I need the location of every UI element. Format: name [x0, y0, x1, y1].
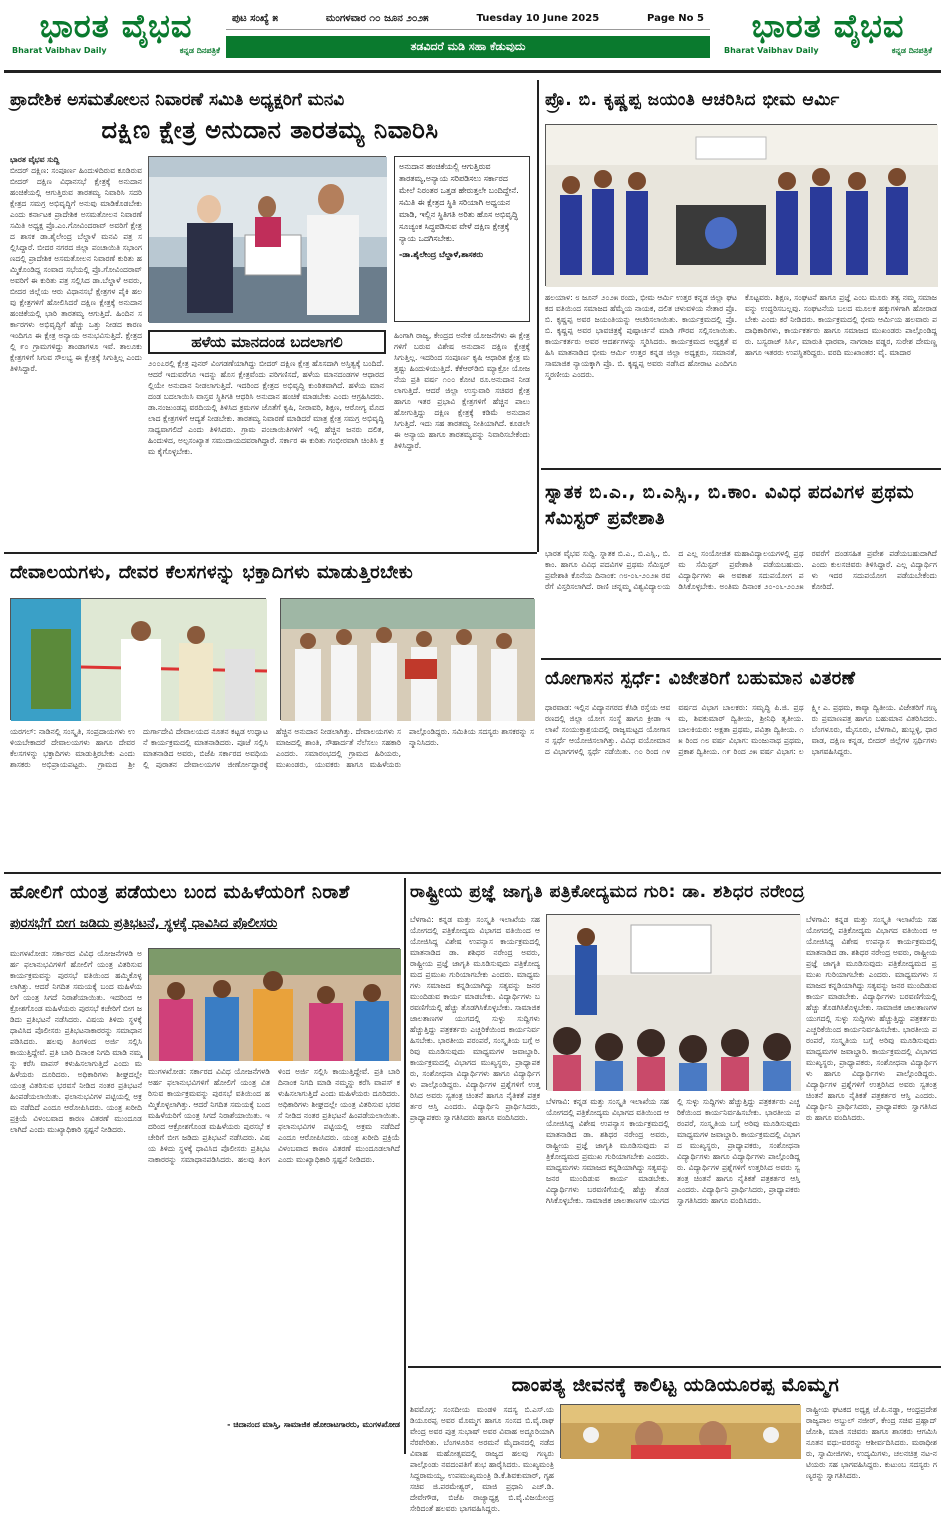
story7-col2-text: ಬೆಳಗಾವಿ: ಕನ್ನಡ ಮತ್ತು ಸಂಸ್ಕೃತಿ ಇಲಾಖೆಯ ಸಹಯೋಗದಲ್ಲಿ ಪತ್ರಿಕೋದ್ಯಮ ವಿಭಾಗದ ವತಿಯಿಂದ ಆಯೋಜಿಸಿದ್ದ ವಿಶೇಷ ಉಪನ್ಯಾಸ ಕಾರ್ಯಕ್ರಮದಲ್ಲಿ ಮಾತನಾಡಿದ ಡಾ. ಶಶಿಧರ ನರೇಂದ್ರ ಅವರು, ರಾಷ್ಟ್ರೀಯ ಪ್ರಜ್ಞೆ ಜಾಗೃತಿ ಮೂಡಿಸುವುದು ಪತ್ರಿಕೋದ್ಯಮದ ಪ್ರಮುಖ ಗುರಿಯಾಗಬೇಕು ಎಂದರು. ಮಾಧ್ಯಮಗಳು ಸಮಾಜದ ಕನ್ನಡಿಯಾಗಿದ್ದು ಸತ್ಯವನ್ನು ಜನರ ಮುಂದಿಡುವ ಕಾರ್ಯ ಮಾಡಬೇಕು. ವಿದ್ಯಾರ್ಥಿಗಳು ಬರವಣಿಗೆಯಲ್ಲಿ ಹೆಚ್ಚು ತೊಡಗಿಸಿಕೊಳ್ಳಬೇಕು. ಸಾಮಾಜಿಕ ಜಾಲತಾಣಗಳ ಯುಗದಲ್ಲಿ ಸುಳ್ಳು ಸುದ್ದಿಗಳು ಹೆಚ್ಚುತ್ತಿದ್ದು ಪತ್ರಕರ್ತರು ಎಚ್ಚರಿಕೆಯಿಂದ ಕಾರ್ಯನಿರ್ವಹಿಸಬೇಕು. ಭಾರತೀಯ ಪರಂಪರೆ, ಸಂಸ್ಕೃತಿಯ ಬಗ್ಗೆ ಅರಿವು ಮೂಡಿಸುವುದು ಮಾಧ್ಯಮಗಳ ಜವಾಬ್ದಾರಿ. ಕಾರ್ಯಕ್ರಮದಲ್ಲಿ ವಿಭಾಗದ ಮುಖ್ಯಸ್ಥರು, ಪ್ರಾಧ್ಯಾಪಕರು, ಸಂಶೋಧನಾ ವಿದ್ಯಾರ್ಥಿಗಳು ಹಾಗೂ ವಿದ್ಯಾರ್ಥಿಗಳು ಪಾಲ್ಗೊಂಡಿದ್ದರು. ವಿದ್ಯಾರ್ಥಿಗಳ ಪ್ರಶ್ನೆಗಳಿಗೆ ಉತ್ತರಿಸಿದ ಅವರು ಸ್ವತಂತ್ರ ಚಿಂತನೆ ಹಾಗೂ ನೈತಿಕತೆ ಪತ್ರಕರ್ತರ ಆಸ್ತಿ ಎಂದರು. ವಿದ್ಯಾರ್ಥಿನಿ ಪ್ರಾರ್ಥಿಸಿದರು, ಪ್ರಾಧ್ಯಾಪಕರು ಸ್ವಾಗತಿಸಿದರು ಹಾಗೂ ವಂದಿಸಿದರು.	[546, 1097, 800, 1205]
story8-col1: ಶಿವಮೊಗ್ಗ: ಸಂಸದೀಯ ಮಂಡಳಿ ಸದಸ್ಯ ಬಿ.ಎಸ್.ಯಡಿಯೂರಪ್ಪ ಅವರ ಮೊಮ್ಮಗ ಹಾಗೂ ಸಂಸದ ಬಿ.ವೈ.ರಾಘವೇಂದ್ರ ಅವರ ಪುತ್ರ ಸುಭಾಷ್ ಅವರ ವಿವಾಹ ಅದ್ಧೂರಿಯಾಗಿ ನೆರವೇರಿತು. ಬೆಂಗಳೂರಿನ ಅರಮನೆ ಮೈದಾನದಲ್ಲಿ ನಡೆದ ವಿವಾಹ ಮಹೋತ್ಸವದಲ್ಲಿ ರಾಜ್ಯದ ಹಲವು ಗಣ್ಯರು ಪಾಲ್ಗೊಂಡು ನವದಂಪತಿಗೆ ಶುಭ ಹಾರೈಸಿದರು. ಮುಖ್ಯಮಂತ್ರಿ ಸಿದ್ದರಾಮಯ್ಯ, ಉಪಮುಖ್ಯಮಂತ್ರಿ ಡಿ.ಕೆ.ಶಿವಕುಮಾರ್, ಗೃಹ ಸಚಿವ ಜಿ.ಪರಮೇಶ್ವರ್, ಮಾಜಿ ಪ್ರಧಾನಿ ಎಚ್.ಡಿ.ದೇವೇಗೌಡ, ಬಿಜೆಪಿ ರಾಜ್ಯಾಧ್ಯಕ್ಷ ಬಿ.ವೈ.ವಿಜಯೇಂದ್ರ ಸೇರಿದಂತೆ ಹಲವರು ಭಾಗವಹಿಸಿದ್ದರು.	[410, 1405, 554, 1513]
story8-col2: ರಾಷ್ಟ್ರೀಯ ಘಟಕದ ಅಧ್ಯಕ್ಷ ಜೆ.ಪಿ.ನಡ್ಡಾ, ಆಂಧ್ರಪ್ರದೇಶ ರಾಜ್ಯಪಾಲ ಅಬ್ದುಲ್ ನಜೀರ್, ಕೇಂದ್ರ ಸಚಿವ ಪ್ರಹ್ಲಾದ್ ಜೋಶಿ, ಮಾಜಿ ಸಚಿವರು ಹಾಗೂ ಶಾಸಕರು ಆಗಮಿಸಿ ನೂತನ ವಧು-ವರರನ್ನು ಆಶೀರ್ವದಿಸಿದರು. ಮಠಾಧೀಶರು, ಸ್ವಾಮೀಜಿಗಳು, ಉದ್ಯಮಿಗಳು, ಚಲನಚಿತ್ರ ನಟ-ನಟಿಯರು ಸಹ ಭಾಗವಹಿಸಿದ್ದರು. ಕುಟುಂಬ ಸದಸ್ಯರು ಗಣ್ಯರನ್ನು ಸ್ವಾಗತಿಸಿದರು.	[806, 1405, 937, 1480]
story1-headline: ದಕ್ಷಿಣ ಕ್ಷೇತ್ರ ಅನುದಾನ ತಾರತಮ್ಯ ನಿವಾರಿಸಿ	[101, 116, 439, 144]
column-rule-1	[537, 80, 539, 552]
story3-rule	[541, 658, 941, 660]
story5-photo-right-art	[281, 599, 535, 721]
story2-photo-art	[546, 125, 938, 287]
story1-rule	[4, 552, 537, 554]
story7-photo-art	[547, 915, 801, 1091]
story4-body: ಧಾರವಾಡ: ಇಲ್ಲಿನ ವಿದ್ಯಾನಗರದ ಕೆಸಿಡಿ ರಸ್ತೆಯ ಆವರಣದಲ್ಲಿ ಜಿಲ್ಲಾ ಯೋಗ ಸಂಸ್ಥೆ ಹಾಗೂ ಕ್ರೀಡಾ ಇಲಾಖೆ ಸಂಯುಕ್ತಾಶ್ರಯದಲ್ಲಿ ರಾಜ್ಯಮಟ್ಟದ ಯೋಗಾಸನ ಸ್ಪರ್ಧೆ ಆಯೋಜಿಸಲಾಗಿತ್ತು. ವಿವಿಧ ವಯೋಮಾನದ ವಿಭಾಗಗಳಲ್ಲಿ ಸ್ಪರ್ಧೆ ನಡೆಯಿತು. ೧೦ ರಿಂದ ೧೪ ವರ್ಷದ ವಿಭಾಗ ಬಾಲಕರು: ಸಮೃದ್ಧಿ ಪಿ.ಜಿ. ಪ್ರಥಮ, ಶಿವಕುಮಾರ್ ದ್ವಿತೀಯ, ಶ್ರೀನಿಧಿ ತೃತೀಯ. ಬಾಲಕಿಯರು: ಅಕ್ಷತಾ ಪ್ರಥಮ, ಪವಿತ್ರಾ ದ್ವಿತೀಯ. ೧೫ ರಿಂದ ೧೮ ವರ್ಷ ವಿಭಾಗ: ಮಂಜುನಾಥ ಪ್ರಥಮ, ಪ್ರಕಾಶ ದ್ವಿತೀಯ. ೧೯ ರಿಂದ ೨೫ ವರ್ಷ ವಿಭಾಗ: ಲಕ್ಷ್ಮೀ ಎ. ಪ್ರಥಮ, ಕಾವ್ಯಾ ದ್ವಿತೀಯ. ವಿಜೇತರಿಗೆ ಗಣ್ಯರು ಪ್ರಮಾಣಪತ್ರ ಹಾಗೂ ಬಹುಮಾನ ವಿತರಿಸಿದರು. ಬೆಂಗಳೂರು, ಮೈಸೂರು, ಬೆಳಗಾವಿ, ಹುಬ್ಬಳ್ಳಿ, ಧಾರವಾಡ, ದಕ್ಷಿಣ ಕನ್ನಡ, ಬೀದರ್ ಜಿಲ್ಲೆಗಳ ಸ್ಪರ್ಧಿಗಳು ಭಾಗವಹಿಸಿದ್ದರು.	[545, 703, 937, 756]
masthead-title-right: ಭಾರತ ವೈಭವ	[751, 7, 905, 45]
story5-body: ಯರಗಲ್: ನಾಡಿನಲ್ಲಿ ಸಂಸ್ಕೃತಿ, ಸಂಪ್ರದಾಯಗಳು ಉಳಿಯಬೇಕಾದರೆ ದೇವಾಲಯಗಳು ಹಾಗೂ ದೇವರ ಕೆಲಸಗಳನ್ನು ಭಕ್ತಾದಿಗಳು ಮಾಡುತ್ತಿರಬೇಕು ಎಂದು ಶಾಸಕರು ಅಭಿಪ್ರಾಯಪಟ್ಟರು. ಗ್ರಾಮದ ಶ್ರೀ ದುರ್ಗಾದೇವಿ ದೇವಾಲಯದ ನೂತನ ಕಟ್ಟಡ ಉದ್ಘಾಟನೆ ಕಾರ್ಯಕ್ರಮದಲ್ಲಿ ಮಾತನಾಡಿದರು. ಪೂಜೆ ಸಲ್ಲಿಸಿ ಮಾತನಾಡಿದ ಅವರು, ಬಿಜೆಪಿ ಸರ್ಕಾರದ ಅವಧಿಯಲ್ಲಿ ಪುರಾತನ ದೇವಾಲಯಗಳ ಜೀರ್ಣೋದ್ಧಾರಕ್ಕೆ ಹೆಚ್ಚಿನ ಅನುದಾನ ನೀಡಲಾಗಿತ್ತು. ದೇವಾಲಯಗಳು ಸಮಾಜದಲ್ಲಿ ಶಾಂತಿ, ಸೌಹಾರ್ದತೆ ನೆಲೆಸಲು ಸಹಕಾರಿ ಎಂದರು. ಸಮಾರಂಭದಲ್ಲಿ ಗ್ರಾಮದ ಹಿರಿಯರು, ಮುಖಂಡರು, ಯುವಕರು ಹಾಗೂ ಮಹಿಳೆಯರು ಪಾಲ್ಗೊಂಡಿದ್ದರು. ಸಮಿತಿಯ ಸದಸ್ಯರು ಶಾಸಕರನ್ನು ಸನ್ಮಾನಿಸಿದರು.	[10, 727, 534, 769]
story6-photo-art	[149, 949, 401, 1061]
story1-col1	[10, 154, 142, 534]
masthead-subtitle-en: Bharat Vaibhav Daily	[12, 46, 107, 55]
column-rule-2	[404, 878, 406, 1454]
story5-photo-left-art	[11, 599, 267, 721]
story7-headline: ರಾಷ್ಟ್ರೀಯ ಪ್ರಜ್ಞೆ ಜಾಗೃತಿ ಪತ್ರಿಕೋದ್ಯಮದ ಗುರಿ: ಡಾ. ಶಶಿಧರ ನರೇಂದ್ರ	[410, 882, 805, 902]
masthead-subtitle-kn-right: ಕನ್ನಡ ದಿನಪತ್ರಿಕೆ	[891, 46, 932, 55]
story6-col2-text: ಮುಗಳಖೋಡ: ಸರ್ಕಾರದ ವಿವಿಧ ಯೋಜನೆಗಳಡಿ ಅರ್ಹ ಫಲಾನುಭವಿಗಳಿಗೆ ಹೋಲಿಗೆ ಯಂತ್ರ ವಿತರಿಸುವ ಕಾರ್ಯಕ್ರಮವನ್ನು ಪುರಸಭೆ ವತಿಯಿಂದ ಹಮ್ಮಿಕೊಳ್ಳಲಾಗಿತ್ತು. ಆದರೆ ನಿಗದಿತ ಸಮಯಕ್ಕೆ ಬಂದ ಮಹಿಳೆಯರಿಗೆ ಯಂತ್ರ ಸಿಗದೆ ನಿರಾಶೆಯಾಯಿತು. ಇದರಿಂದ ಆಕ್ರೋಶಗೊಂಡ ಮಹಿಳೆಯರು ಪುರಸಭೆ ಕಚೇರಿಗೆ ಬೀಗ ಜಡಿದು ಪ್ರತಿಭಟನೆ ನಡೆಸಿದರು. ವಿಷಯ ತಿಳಿದು ಸ್ಥಳಕ್ಕೆ ಧಾವಿಸಿದ ಪೊಲೀಸರು ಪ್ರತಿಭಟನಾಕಾರರನ್ನು ಸಮಾಧಾನಪಡಿಸಿದರು. ಹಲವು ತಿಂಗಳಿಂದ ಅರ್ಜಿ ಸಲ್ಲಿಸಿ ಕಾಯುತ್ತಿದ್ದೇವೆ. ಪ್ರತಿ ಬಾರಿ ದಿನಾಂಕ ನಿಗದಿ ಮಾಡಿ ನಮ್ಮನ್ನು ಕರೆಸಿ ವಾಪಸ್ ಕಳುಹಿಸಲಾಗುತ್ತಿದೆ ಎಂದು ಮಹಿಳೆಯರು ದೂರಿದರು. ಅಧಿಕಾರಿಗಳು ಶೀಘ್ರದಲ್ಲೇ ಯಂತ್ರ ವಿತರಿಸುವ ಭರವಸೆ ನೀಡಿದ ನಂತರ ಪ್ರತಿಭಟನೆ ಹಿಂಪಡೆಯಲಾಯಿತು. ಫಲಾನುಭವಿಗಳ ಪಟ್ಟಿಯಲ್ಲಿ ಅಕ್ರಮ ನಡೆದಿದೆ ಎಂದೂ ಆರೋಪಿಸಿದರು. ಯಂತ್ರ ಖರೀದಿ ಪ್ರಕ್ರಿಯೆ ವಿಳಂಬವಾದ ಕಾರಣ ವಿತರಣೆ ಮುಂದೂಡಲಾಗಿದೆ ಎಂದು ಮುಖ್ಯಾಧಿಕಾರಿ ಸ್ಪಷ್ಟನೆ ನೀಡಿದರು.	[148, 1067, 400, 1164]
story6-credit: - ಚಿದಾನಂದ ಮಾಸ್ತಿ, ಸಾಮಾಜಿಕ ಹೋರಾಟಗಾರರು, ಮುಗಳಖೋಡ	[227, 1420, 400, 1429]
story5-photo-right	[280, 598, 534, 720]
story2-col2: ಕೊಟ್ಟವರು. ಶಿಕ್ಷಣ, ಸಂಘಟನೆ ಹಾಗೂ ಪ್ರಜ್ಞೆ ಎಂಬ ಮೂರು ತತ್ವ ನಮ್ಮ ಸಮಾಜವನ್ನು ಉದ್ಧರಿಸಬಲ್ಲವು. ಸಂಘಟನೆಯ ಬಲದ ಮೂಲಕ ಹಕ್ಕುಗಳಿಗಾಗಿ ಹೋರಾಡಬೇಕು ಎಂದು ಕರೆ ನೀಡಿದರು. ಕಾರ್ಯಕ್ರಮದಲ್ಲಿ ಭೀಮ ಆರ್ಮಿಯ ಹಲವಾರು ಪದಾಧಿಕಾರಿಗಳು, ಕಾರ್ಯಕರ್ತರು ಹಾಗೂ ಸಮಾಜದ ಮುಖಂಡರು ಪಾಲ್ಗೊಂಡಿದ್ದರು. ಬಸ್ವರಾಜ್ ಸಿರ್ಸಿ, ಮಾರುತಿ ಧಾರವಾ, ನಾಗರಾಜ ವಡ್ಡರ, ಸುರೇಶ ದೇಮಣ್ಣ ಹಾಗೂ ಇತರರು ಉಪಸ್ಥಿತರಿದ್ದರು. ವರದಿ ಮುಖಾಂತರ: ವೈ. ಮಾದಾರ	[745, 293, 937, 357]
story6-col1: ಮುಗಳಖೋಡ: ಸರ್ಕಾರದ ವಿವಿಧ ಯೋಜನೆಗಳಡಿ ಅರ್ಹ ಫಲಾನುಭವಿಗಳಿಗೆ ಹೋಲಿಗೆ ಯಂತ್ರ ವಿತರಿಸುವ ಕಾರ್ಯಕ್ರಮವನ್ನು ಪುರಸಭೆ ವತಿಯಿಂದ ಹಮ್ಮಿಕೊಳ್ಳಲಾಗಿತ್ತು. ಆದರೆ ನಿಗದಿತ ಸಮಯಕ್ಕೆ ಬಂದ ಮಹಿಳೆಯರಿಗೆ ಯಂತ್ರ ಸಿಗದೆ ನಿರಾಶೆಯಾಯಿತು. ಇದರಿಂದ ಆಕ್ರೋಶಗೊಂಡ ಮಹಿಳೆಯರು ಪುರಸಭೆ ಕಚೇರಿಗೆ ಬೀಗ ಜಡಿದು ಪ್ರತಿಭಟನೆ ನಡೆಸಿದರು. ವಿಷಯ ತಿಳಿದು ಸ್ಥಳಕ್ಕೆ ಧಾವಿಸಿದ ಪೊಲೀಸರು ಪ್ರತಿಭಟನಾಕಾರರನ್ನು ಸಮಾಧಾನಪಡಿಸಿದರು. ಹಲವು ತಿಂಗಳಿಂದ ಅರ್ಜಿ ಸಲ್ಲಿಸಿ ಕಾಯುತ್ತಿದ್ದೇವೆ. ಪ್ರತಿ ಬಾರಿ ದಿನಾಂಕ ನಿಗದಿ ಮಾಡಿ ನಮ್ಮನ್ನು ಕರೆಸಿ ವಾಪಸ್ ಕಳುಹಿಸಲಾಗುತ್ತಿದೆ ಎಂದು ಮಹಿಳೆಯರು ದೂರಿದರು. ಅಧಿಕಾರಿಗಳು ಶೀಘ್ರದಲ್ಲೇ ಯಂತ್ರ ವಿತರಿಸುವ ಭರವಸೆ ನೀಡಿದ ನಂತರ ಪ್ರತಿಭಟನೆ ಹಿಂಪಡೆಯಲಾಯಿತು. ಫಲಾನುಭವಿಗಳ ಪಟ್ಟಿಯಲ್ಲಿ ಅಕ್ರಮ ನಡೆದಿದೆ ಎಂದೂ ಆರೋಪಿಸಿದರು. ಯಂತ್ರ ಖರೀದಿ ಪ್ರಕ್ರಿಯೆ ವಿಳಂಬವಾದ ಕಾರಣ ವಿತರಣೆ ಮುಂದೂಡಲಾಗಿದೆ ಎಂದು ಮುಖ್ಯಾಧಿಕಾರಿ ಸ್ಪಷ್ಟನೆ ನೀಡಿದರು.	[10, 949, 142, 1134]
story6-col2	[148, 1066, 400, 1446]
masthead-subtitle-en-right: Bharat Vaibhav Daily	[724, 46, 819, 55]
story1-col-mid: ೨೦೦೭ರಲ್ಲಿ ಕ್ಷೇತ್ರ ಪುನರ್ ವಿಂಗಡಣೆಯಾಗಿದ್ದು ಬೀದರ್ ದಕ್ಷಿಣ ಕ್ಷೇತ್ರ ಹೊಸದಾಗಿ ಅಸ್ತಿತ್ವಕ್ಕೆ ಬಂದಿದೆ. ಆದರೆ ಇದುವರೆಗೂ ಇದನ್ನು ಹೊಸ ಕ್ಷೇತ್ರವೆಂದು ಪರಿಗಣಿಸದೆ, ಹಳೆಯ ಮಾನದಂಡಗಳ ಆಧಾರದಲ್ಲಿಯೇ ಅನುದಾನ ನೀಡಲಾಗುತ್ತಿದೆ. ಇದರಿಂದ ಕ್ಷೇತ್ರದ ಅಭಿವೃದ್ಧಿ ಕುಂಠಿತವಾಗಿದೆ. ಹಳೆಯ ಮಾನದಂಡ ಬದಲಾಯಿಸಿ ವಾಸ್ತವ ಸ್ಥಿತಿಗತಿ ಆಧರಿಸಿ ಅನುದಾನ ಹಂಚಿಕೆ ಮಾಡಬೇಕು ಎಂದು ಆಗ್ರಹಿಸಿದರು. ಡಾ.ನಂಜುಂಡಪ್ಪ ವರದಿಯಲ್ಲಿ ತಿಳಿಸಿದ ಕ್ರಮಗಳ ಜೊತೆಗೆ ಕೃಷಿ, ನೀರಾವರಿ, ಶಿಕ್ಷಣ, ಆರೋಗ್ಯ ಮೊದಲಾದ ಕ್ಷೇತ್ರಗಳಿಗೆ ಆದ್ಯತೆ ನೀಡಬೇಕು. ತಾರತಮ್ಯ ನಿವಾರಣೆ ಮಾಡಿದರೆ ಮಾತ್ರ ಕ್ಷೇತ್ರ ಸಮಗ್ರ ಅಭಿವೃದ್ಧಿ ಸಾಧ್ಯವಾಗಲಿದೆ ಎಂದು ತಿಳಿಸಿದರು. ಗ್ರಾಮ ಪಂಚಾಯಿತಿಗಳಿಗೆ ಇಲ್ಲಿ ಹೆಚ್ಚಿನ ಜನರು ದಲಿತ,ಹಿಂದುಳಿದ, ಅಲ್ಪಸಂಖ್ಯಾತ ಸಮುದಾಯದವರಾಗಿದ್ದಾರೆ. ಸರ್ಕಾರ ಈ ಕುರಿತು ಗಂಭೀರವಾಗಿ ಚಿಂತಿಸಿ ಕ್ರಮ ಕೈಗೊಳ್ಳಬೇಕು.	[148, 359, 384, 456]
masthead-left	[4, 6, 228, 66]
masthead-rule	[4, 70, 941, 73]
story2-rule	[541, 468, 941, 470]
story8-photo	[560, 1404, 800, 1458]
story1-quote-credit: -ಡಾ.ಶೈಲೇಂದ್ರ ಬೆಲ್ದಾಳೆ,ಶಾಸಕರು	[399, 250, 484, 259]
issue-info-bar	[226, 8, 710, 30]
story8-headline: ದಾಂಪತ್ಯ ಜೀವನಕ್ಕೆ ಕಾಲಿಟ್ಟ ಯಡಿಯೂರಪ್ಪ ಮೊಮ್ಮಗ	[511, 1374, 840, 1396]
story2-headline: ಪ್ರೊ. ಬಿ. ಕೃಷ್ಣಪ್ಪ ಜಯಂತಿ ಆಚರಿಸಿದ ಭೀಮ ಆರ್ಮಿ	[545, 90, 840, 110]
story3-headline: ಸ್ನಾತಕ ಬಿ.ಎ., ಬಿ.ಎಸ್ಸಿ., ಬಿ.ಕಾಂ. ವಿವಿಧ ಪದವಿಗಳ ಪ್ರಥಮ ಸೆಮಿಸ್ಟರ್ ಪ್ರವೇಶಾತಿ	[545, 482, 915, 529]
date-english: Tuesday 10 June 2025	[476, 13, 600, 24]
date-kannada: ಮಂಗಳವಾರ ೧೦ ಜೂನ ೨೦೨೫	[325, 13, 429, 24]
story5-headline: ದೇವಾಲಯಗಳು, ದೇವರ ಕೆಲಸಗಳನ್ನು ಭಕ್ತಾದಿಗಳು ಮಾಡುತ್ತಿರಬೇಕು	[10, 562, 414, 583]
story6-headline: ಹೋಲಿಗೆ ಯಂತ್ರ ಪಡೆಯಲು ಬಂದ ಮಹಿಳೆಯರಿಗೆ ನಿರಾಶೆ	[10, 882, 350, 903]
mid-rule	[4, 872, 941, 874]
story3-body: ಭಾರತ ವೈಭವ ಸುದ್ದಿ. ಸ್ನಾತಕ ಬಿ.ಎ., ಬಿ.ಎಸ್ಸಿ., ಬಿ.ಕಾಂ. ಹಾಗೂ ವಿವಿಧ ಪದವಿಗಳ ಪ್ರಥಮ ಸೆಮಿಸ್ಟರ್ ಪ್ರವೇಶಾತಿ ಕೊನೆಯ ದಿನಾಂಕ: ೧೮-೦೬-೨೦೨೫ ರವರೆಗೆ ವಿಸ್ತರಿಸಲಾಗಿದೆ. ರಾಣಿ ಚನ್ನಮ್ಮ ವಿಶ್ವವಿದ್ಯಾಲಯದ ಎಲ್ಲ ಸಂಯೋಜಿತ ಮಹಾವಿದ್ಯಾಲಯಗಳಲ್ಲಿ ಪ್ರಥಮ ಸೆಮಿಸ್ಟರ್ ಪ್ರವೇಶಾತಿ ಪಡೆಯಬಹುದು. ವಿದ್ಯಾರ್ಥಿಗಳು ಈ ಅವಕಾಶ ಸದುಪಯೋಗ ಪಡಿಸಿಕೊಳ್ಳಬೇಕು. ಅಂತಿಮ ದಿನಾಂಕ ೨೦-೦೬-೨೦೨೫ ರವರೆಗೆ ದಂಡಸಹಿತ ಪ್ರವೇಶ ಪಡೆಯಬಹುದಾಗಿದೆ ಎಂದು ಕುಲಸಚಿವರು ತಿಳಿಸಿದ್ದಾರೆ. ಎಲ್ಲ ವಿದ್ಯಾರ್ಥಿಗಳು ಇದರ ಸದುಪಯೋಗ ಪಡೆಯಬೇಕೆಂದು ಕೋರಿದೆ.	[545, 549, 937, 591]
story5-photo-left	[10, 598, 266, 720]
story6-subheadline: ಪುರಸಭೆಗೆ ಬೀಗ ಜಡಿದು ಪ್ರತಿಭಟನೆ, ಸ್ಥಳಕ್ಕೆ ಧಾವಿಸಿದ ಪೊಲೀಸರು	[10, 916, 278, 931]
story4-headline: ಯೋಗಾಸನ ಸ್ಪರ್ಧೆ: ವಿಜೇತರಿಗೆ ಬಹುಮಾನ ವಿತರಣೆ	[545, 668, 856, 689]
story7-col3: ಬೆಳಗಾವಿ: ಕನ್ನಡ ಮತ್ತು ಸಂಸ್ಕೃತಿ ಇಲಾಖೆಯ ಸಹಯೋಗದಲ್ಲಿ ಪತ್ರಿಕೋದ್ಯಮ ವಿಭಾಗದ ವತಿಯಿಂದ ಆಯೋಜಿಸಿದ್ದ ವಿಶೇಷ ಉಪನ್ಯಾಸ ಕಾರ್ಯಕ್ರಮದಲ್ಲಿ ಮಾತನಾಡಿದ ಡಾ. ಶಶಿಧರ ನರೇಂದ್ರ ಅವರು, ರಾಷ್ಟ್ರೀಯ ಪ್ರಜ್ಞೆ ಜಾಗೃತಿ ಮೂಡಿಸುವುದು ಪತ್ರಿಕೋದ್ಯಮದ ಪ್ರಮುಖ ಗುರಿಯಾಗಬೇಕು ಎಂದರು. ಮಾಧ್ಯಮಗಳು ಸಮಾಜದ ಕನ್ನಡಿಯಾಗಿದ್ದು ಸತ್ಯವನ್ನು ಜನರ ಮುಂದಿಡುವ ಕಾರ್ಯ ಮಾಡಬೇಕು. ವಿದ್ಯಾರ್ಥಿಗಳು ಬರವಣಿಗೆಯಲ್ಲಿ ಹೆಚ್ಚು ತೊಡಗಿಸಿಕೊಳ್ಳಬೇಕು. ಸಾಮಾಜಿಕ ಜಾಲತಾಣಗಳ ಯುಗದಲ್ಲಿ ಸುಳ್ಳು ಸುದ್ದಿಗಳು ಹೆಚ್ಚುತ್ತಿದ್ದು ಪತ್ರಕರ್ತರು ಎಚ್ಚರಿಕೆಯಿಂದ ಕಾರ್ಯನಿರ್ವಹಿಸಬೇಕು. ಭಾರತೀಯ ಪರಂಪರೆ, ಸಂಸ್ಕೃತಿಯ ಬಗ್ಗೆ ಅರಿವು ಮೂಡಿಸುವುದು ಮಾಧ್ಯಮಗಳ ಜವಾಬ್ದಾರಿ. ಕಾರ್ಯಕ್ರಮದಲ್ಲಿ ವಿಭಾಗದ ಮುಖ್ಯಸ್ಥರು, ಪ್ರಾಧ್ಯಾಪಕರು, ಸಂಶೋಧನಾ ವಿದ್ಯಾರ್ಥಿಗಳು ಹಾಗೂ ವಿದ್ಯಾರ್ಥಿಗಳು ಪಾಲ್ಗೊಂಡಿದ್ದರು. ವಿದ್ಯಾರ್ಥಿಗಳ ಪ್ರಶ್ನೆಗಳಿಗೆ ಉತ್ತರಿಸಿದ ಅವರು ಸ್ವತಂತ್ರ ಚಿಂತನೆ ಹಾಗೂ ನೈತಿಕತೆ ಪತ್ರಕರ್ತರ ಆಸ್ತಿ ಎಂದರು. ವಿದ್ಯಾರ್ಥಿನಿ ಪ್ರಾರ್ಥಿಸಿದರು, ಪ್ರಾಧ್ಯಾಪಕರು ಸ್ವಾಗತಿಸಿದರು ಹಾಗೂ ವಂದಿಸಿದರು.	[806, 915, 938, 1122]
story8-photo-art	[561, 1405, 801, 1459]
issue-number: ಪುಟ ಸಂಖ್ಯೆ ೫	[232, 13, 279, 24]
story1-col3: ಹಿಂಗಾಗಿ ರಾಜ್ಯ, ಕೇಂದ್ರದ ಅನೇಕ ಯೋಜನೆಗಳು ಈ ಕ್ಷೇತ್ರಗಳಿಗೆ ಬರುವ ವಿಶೇಷ ಅನುದಾನ ದಕ್ಷಿಣ ಕ್ಷೇತ್ರಕ್ಕೆ ಸಿಗುತ್ತಿಲ್ಲ. ಇದರಿಂದ ಸಂಪೂರ್ಣ ಕೃಷಿ ಆಧಾರಿತ ಕ್ಷೇತ್ರ ಮತ್ತಷ್ಟು ಹಿಂದುಳಿಯುತ್ತಿದೆ. ಕೆಕೆಆರ್‌ಡಿಬಿ ಮ್ಯಾಕ್ರೋ ಯೋಜನೆಯ ಪ್ರತಿ ವರ್ಷ ೧೦೦ ಕೋಟಿ ರೂ.ಅನುದಾನ ನೀಡಲಾಗುತ್ತಿದೆ. ಆದರೆ ಜಿಲ್ಲಾ ಉಸ್ತುವಾರಿ ಸಚಿವರ ಕ್ಷೇತ್ರ ಹಾಗೂ ಇತರ ಪ್ರಭಾವಿ ಕ್ಷೇತ್ರಗಳಿಗೆ ಹೆಚ್ಚಿನ ಪಾಲು ಹೋಗುತ್ತಿದ್ದು ದಕ್ಷಿಣ ಕ್ಷೇತ್ರಕ್ಕೆ ಕಡಿಮೆ ಅನುದಾನ ಸಿಗುತ್ತಿದೆ. ಇದು ಸಹ ತಾರತಮ್ಯ ನೀತಿಯಾಗಿದೆ. ಕೂಡಲೇ ಈ ಅನ್ಯಾಯ ಹಾಗೂ ತಾರತಮ್ಯವನ್ನು ನಿವಾರಿಸಬೇಕೆಂದು ತಿಳಿಸಿದ್ದಾರೆ.	[394, 331, 530, 450]
story1-subheadline: ಹಳೆಯ ಮಾನದಂಡ ಬದಲಾಗಲಿ	[148, 330, 386, 354]
story1-col1-text: ಬೀದರ್ ದಕ್ಷಿಣ: ಸಂಪೂರ್ಣ ಹಿಂದುಳಿದಿರುವ ಕೂಡಿರುವ ಬೀದರ್ ದಕ್ಷಿಣ ವಿಧಾನಸಭೆ ಕ್ಷೇತ್ರಕ್ಕೆ ಅನುದಾನ ಹಂಚಿಕೆಯಲ್ಲಿ ಆಗುತ್ತಿರುವ ತಾರತಮ್ಯ ನಿವಾರಿಸಿ ಸದರಿ ಕ್ಷೇತ್ರದ ಸಮಗ್ರ ಅಭಿವೃದ್ಧಿಗೆ ಅನುವು ಮಾಡಿಕೊಡಬೇಕು ಎಂದು ಕರ್ನಾಟಕ ಪ್ರಾದೇಶಿಕ ಅಸಮತೋಲನ ನಿವಾರಣೆ ಸಮಿತಿ ಅಧ್ಯಕ್ಷ ಪ್ರೊ.ಎಂ.ಗೋವಿಂದರಾವ್ ಅವರಿಗೆ ಕ್ಷೇತ್ರದ ಶಾಸಕ ಡಾ.ಶೈಲೇಂದ್ರ ಬೆಲ್ದಾಳೆ ಮನವಿ ಪತ್ರ ಸಲ್ಲಿಸಿದ್ದಾರೆ. ಬೀದರ ನಗರದ ಜಿಲ್ಲಾ ಪಂಚಾಯಿತಿ ಸಭಾಂಗಣದಲ್ಲಿ ಪ್ರಾದೇಶಿಕ ಅಸಮತೋಲನ ನಿವಾರಣೆ ಕುರಿತು ಹಮ್ಮಿಕೊಂಡಿದ್ದ ಸಂವಾದ ಸಭೆಯಲ್ಲಿ ಪ್ರೊ.ಗೋವಿಂದರಾವ್ ಅವರಿಗೆ ಈ ಕುರಿತು ಪತ್ರ ಸಲ್ಲಿಸಿದ ಡಾ.ಬೆಲ್ದಾಳೆ ಅವರು, ಬೀದರ ಜಿಲ್ಲೆಯ ಆರು ವಿಧಾನಸಭೆ ಕ್ಷೇತ್ರಗಳ ಪೈಕಿ ಹಲವು ಕ್ಷೇತ್ರಗಳಿಗೆ ಹೋಲಿಸಿದರೆ ದಕ್ಷಿಣ ಕ್ಷೇತ್ರಕ್ಕೆ ಅನುದಾನ ಹಂಚಿಕೆಯಲ್ಲಿ ಭಾರಿ ತಾರತಮ್ಯ ಆಗುತ್ತಿದೆ. ಹಿಂದಿನ ಸರ್ಕಾರಗಳು ಅಭಿವೃದ್ಧಿಗೆ ಹೆಚ್ಚು ಒತ್ತು ನೀಡದ ಕಾರಣ ಇಂದಿಗೂ ಈ ಕ್ಷೇತ್ರ ಅನ್ಯಾಯ ಅನುಭವಿಸುತ್ತಿದೆ. ಕ್ಷೇತ್ರದಲ್ಲಿ ೯೦ ಗ್ರಾಮಗಳಿದ್ದು ತಾಂಡಾಗಳೂ ಇವೆ. ತಾಲೂಕು ಕ್ಷೇತ್ರಗಳಿಗೆ ಸಿಗುವ ಸೌಲಭ್ಯ ಈ ಕ್ಷೇತ್ರಕ್ಕೆ ಸಿಗುತ್ತಿಲ್ಲ ಎಂದು ತಿಳಿಸಿದ್ದಾರೆ.	[10, 166, 142, 373]
masthead-right	[716, 6, 940, 66]
story7-col1: ಬೆಳಗಾವಿ: ಕನ್ನಡ ಮತ್ತು ಸಂಸ್ಕೃತಿ ಇಲಾಖೆಯ ಸಹಯೋಗದಲ್ಲಿ ಪತ್ರಿಕೋದ್ಯಮ ವಿಭಾಗದ ವತಿಯಿಂದ ಆಯೋಜಿಸಿದ್ದ ವಿಶೇಷ ಉಪನ್ಯಾಸ ಕಾರ್ಯಕ್ರಮದಲ್ಲಿ ಮಾತನಾಡಿದ ಡಾ. ಶಶಿಧರ ನರೇಂದ್ರ ಅವರು, ರಾಷ್ಟ್ರೀಯ ಪ್ರಜ್ಞೆ ಜಾಗೃತಿ ಮೂಡಿಸುವುದು ಪತ್ರಿಕೋದ್ಯಮದ ಪ್ರಮುಖ ಗುರಿಯಾಗಬೇಕು ಎಂದರು. ಮಾಧ್ಯಮಗಳು ಸಮಾಜದ ಕನ್ನಡಿಯಾಗಿದ್ದು ಸತ್ಯವನ್ನು ಜನರ ಮುಂದಿಡುವ ಕಾರ್ಯ ಮಾಡಬೇಕು. ವಿದ್ಯಾರ್ಥಿಗಳು ಬರವಣಿಗೆಯಲ್ಲಿ ಹೆಚ್ಚು ತೊಡಗಿಸಿಕೊಳ್ಳಬೇಕು. ಸಾಮಾಜಿಕ ಜಾಲತಾಣಗಳ ಯುಗದಲ್ಲಿ ಸುಳ್ಳು ಸುದ್ದಿಗಳು ಹೆಚ್ಚುತ್ತಿದ್ದು ಪತ್ರಕರ್ತರು ಎಚ್ಚರಿಕೆಯಿಂದ ಕಾರ್ಯನಿರ್ವಹಿಸಬೇಕು. ಭಾರತೀಯ ಪರಂಪರೆ, ಸಂಸ್ಕೃತಿಯ ಬಗ್ಗೆ ಅರಿವು ಮೂಡಿಸುವುದು ಮಾಧ್ಯಮಗಳ ಜವಾಬ್ದಾರಿ. ಕಾರ್ಯಕ್ರಮದಲ್ಲಿ ವಿಭಾಗದ ಮುಖ್ಯಸ್ಥರು, ಪ್ರಾಧ್ಯಾಪಕರು, ಸಂಶೋಧನಾ ವಿದ್ಯಾರ್ಥಿಗಳು ಹಾಗೂ ವಿದ್ಯಾರ್ಥಿಗಳು ಪಾಲ್ಗೊಂಡಿದ್ದರು. ವಿದ್ಯಾರ್ಥಿಗಳ ಪ್ರಶ್ನೆಗಳಿಗೆ ಉತ್ತರಿಸಿದ ಅವರು ಸ್ವತಂತ್ರ ಚಿಂತನೆ ಹಾಗೂ ನೈತಿಕತೆ ಪತ್ರಕರ್ತರ ಆಸ್ತಿ ಎಂದರು. ವಿದ್ಯಾರ್ಥಿನಿ ಪ್ರಾರ್ಥಿಸಿದರು, ಪ್ರಾಧ್ಯಾಪಕರು ಸ್ವಾಗತಿಸಿದರು ಹಾಗೂ ವಂದಿಸಿದರು.	[410, 915, 540, 1122]
story1-photo-art	[149, 157, 387, 323]
story1-photo	[148, 156, 386, 322]
masthead-subtitle-kn: ಕನ್ನಡ ದಿನಪತ್ರಿಕೆ	[179, 46, 220, 55]
story2-photo	[545, 124, 937, 286]
story1-quote-text: ಅನುದಾನ ಹಂಚಿಕೆಯಲ್ಲಿ ಆಗುತ್ತಿರುವ ತಾರತಮ್ಯ,ಅನ್ಯಾಯ ಸರಿಪಡಿಸಲು ಸರ್ಕಾರದ ಮೇಲೆ ನಿರಂತರ ಒತ್ತಡ ಹೇರುತ್ತಲೇ ಬಂದಿದ್ದೇನೆ. ಸಮಿತಿ ಈ ಕ್ಷೇತ್ರದ ಸ್ಥಿತಿ ಸರಿಯಾಗಿ ಅಧ್ಯಯನ ಮಾಡಿ, ಇಲ್ಲಿನ ಸ್ಥಿತಿಗತಿ ಅರಿತು ಹೊಸ ಅಭಿವೃದ್ಧಿ ಸೂಚ್ಯಂಕ ಸಿದ್ಧಪಡಿಸುವ ವೇಳೆ ದಕ್ಷಿಣ ಕ್ಷೇತ್ರಕ್ಕೆ ನ್ಯಾಯ ಒದಗಿಸಬೇಕು.	[399, 162, 519, 243]
story6-photo	[148, 948, 400, 1060]
story1-dateline: ಭಾರತ ವೈಭವ ಸುದ್ದಿ	[10, 155, 60, 164]
page-number: Page No 5	[647, 13, 704, 24]
story7-rule	[408, 1366, 941, 1368]
story2-col1: ಹಲಯಾಳ: ೮ ಜೂನ್ ೨೦೨೫ ರಂದು, ಭೀಮ ಆರ್ಮಿ ಉತ್ತರ ಕನ್ನಡ ಜಿಲ್ಲಾ ಘಟಕದ ವತಿಯಿಂದ ಸಮಾಜದ ಹೆಮ್ಮೆಯ ನಾಯಕ, ದಲಿತ ಚಳುವಳಿಯ ನೇತಾರ ಪ್ರೊ. ಬಿ. ಕೃಷ್ಣಪ್ಪ ಅವರ ಜಯಂತಿಯನ್ನು ಆಚರಿಸಲಾಯಿತು. ಕಾರ್ಯಕ್ರಮದಲ್ಲಿ ಪ್ರೊ. ಬಿ. ಕೃಷ್ಣಪ್ಪ ಅವರ ಭಾವಚಿತ್ರಕ್ಕೆ ಪುಷ್ಪಾರ್ಚನೆ ಮಾಡಿ ಗೌರವ ಸಲ್ಲಿಸಲಾಯಿತು. ಕಾರ್ಯಕರ್ತರು ಅವರ ಆದರ್ಶಗಳನ್ನು ಸ್ಮರಿಸಿದರು. ಕಾರ್ಯಕ್ರಮದ ಅಧ್ಯಕ್ಷತೆ ವಹಿಸಿ ಮಾತನಾಡಿದ ಭೀಮ ಆರ್ಮಿ ಉತ್ತರ ಕನ್ನಡ ಜಿಲ್ಲಾ ಅಧ್ಯಕ್ಷರು, ಸಮಾನತೆ, ಸಾಮಾಜಿಕ ನ್ಯಾಯಕ್ಕಾಗಿ ಪ್ರೊ. ಬಿ. ಕೃಷ್ಣಪ್ಪ ಅವರು ನಡೆಸಿದ ಹೋರಾಟ ಎಂದಿಗೂ ಸ್ಮರಣೀಯ ಎಂದರು.	[545, 293, 737, 379]
motto-banner: ತಡವಿದರೆ ಮಡಿ ಸಹಾ ಕೆಡುವುದು	[226, 36, 710, 58]
story7-col2	[546, 1096, 800, 1362]
story1-quote-box	[394, 156, 530, 322]
masthead-title: ಭಾರತ ವೈಭವ	[39, 7, 193, 45]
story1-kicker: ಪ್ರಾದೇಶಿಕ ಅಸಮತೋಲನ ನಿವಾರಣೆ ಸಮಿತಿ ಅಧ್ಯಕ್ಷರಿಗೆ ಮನವಿ	[10, 90, 345, 110]
story7-photo	[546, 914, 800, 1090]
